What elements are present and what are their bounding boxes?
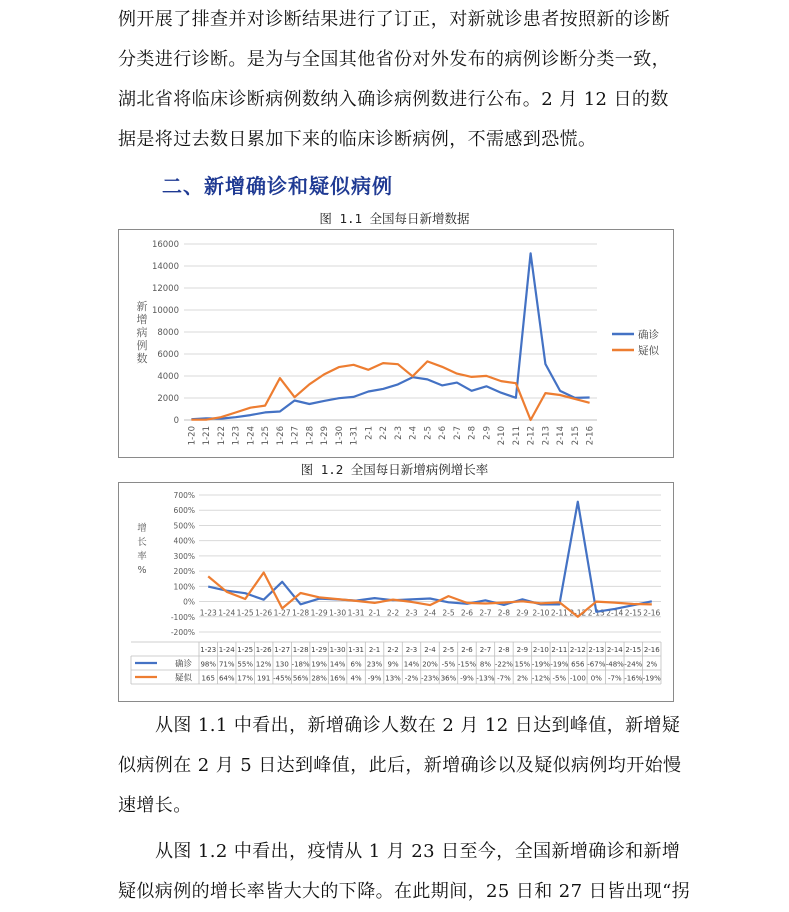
y-tick-label: 14000 xyxy=(152,262,179,272)
x-tick-label: 1-28 xyxy=(292,609,309,618)
x-tick-label: 2-9 xyxy=(482,426,492,440)
table-header-cell: 1-31 xyxy=(348,646,364,654)
x-tick-label: 2-15 xyxy=(625,609,642,618)
table-header-cell: 2-8 xyxy=(498,646,509,654)
chart-1-frame xyxy=(118,229,674,458)
table-header-cell: 2-2 xyxy=(387,646,398,654)
x-tick-label: 2-16 xyxy=(586,426,596,445)
table-value-cell: -23% xyxy=(421,675,439,683)
y-tick-label: 300% xyxy=(174,552,195,561)
analysis-paragraph-2 xyxy=(118,832,674,912)
table-value-cell: 2% xyxy=(517,675,528,683)
analysis-paragraph-1 xyxy=(118,706,674,826)
table-value-cell: 64% xyxy=(219,675,235,683)
figure-2-caption: 图 1.2 全国每日新增病例增长率 xyxy=(0,460,789,478)
chart-2-frame xyxy=(118,482,674,702)
x-tick-label: 2-12 xyxy=(527,426,537,445)
y-tick-label: 600% xyxy=(174,506,195,515)
table-header-cell: 2-1 xyxy=(369,646,380,654)
text-line: 疑似病例的增长率皆大大的下降。在此期间，25 日和 27 日皆出现“拐 xyxy=(118,872,674,912)
figure-1-caption: 图 1.1 全国每日新增数据 xyxy=(0,209,789,227)
x-tick-label: 2-5 xyxy=(442,609,454,618)
x-tick-label: 1-25 xyxy=(261,426,271,445)
x-tick-label: 1-26 xyxy=(255,609,272,618)
y-tick-label: 10000 xyxy=(152,306,179,316)
table-header-cell: 1-30 xyxy=(330,646,346,654)
x-tick-label: 1-21 xyxy=(202,426,212,445)
x-tick-label: 2-13 xyxy=(588,609,605,618)
y-axis-label-char: 病 xyxy=(137,326,148,339)
y-tick-label: 100% xyxy=(174,582,195,591)
table-value-cell: -7% xyxy=(497,675,511,683)
y-axis-label-char: % xyxy=(137,565,146,576)
series-line-suspected xyxy=(191,361,589,420)
table-value-cell: -19% xyxy=(550,661,568,669)
table-value-cell: -24% xyxy=(624,661,642,669)
table-header-cell: 1-29 xyxy=(311,646,327,654)
table-value-cell: 130 xyxy=(275,661,288,669)
x-tick-label: 1-30 xyxy=(335,426,345,445)
text-line: 速增长。 xyxy=(118,786,674,826)
y-axis-label-char: 增 xyxy=(137,522,147,534)
table-value-cell: 656 xyxy=(571,661,585,669)
x-tick-label: 2-2 xyxy=(387,609,399,618)
table-value-cell: 36% xyxy=(441,675,457,683)
x-tick-label: 2-15 xyxy=(571,426,581,445)
x-tick-label: 2-6 xyxy=(438,426,448,440)
table-value-cell: 6% xyxy=(351,661,362,669)
table-value-cell: -12% xyxy=(532,675,550,683)
table-value-cell: -22% xyxy=(495,661,513,669)
y-tick-label: 400% xyxy=(174,537,195,546)
x-tick-label: 2-4 xyxy=(424,609,436,618)
table-value-cell: -9% xyxy=(460,675,474,683)
table-header-cell: 2-3 xyxy=(406,646,417,654)
table-header-cell: 2-4 xyxy=(424,646,436,654)
x-tick-label: 1-31 xyxy=(350,426,360,445)
x-tick-label: 2-11 xyxy=(512,426,522,445)
table-value-cell: -16% xyxy=(624,675,642,683)
x-tick-label: 1-26 xyxy=(276,426,286,445)
table-header-cell: 1-23 xyxy=(200,646,216,654)
table-value-cell: 165 xyxy=(202,675,215,683)
x-tick-label: 2-12 xyxy=(569,609,586,618)
table-value-cell: -13% xyxy=(476,675,494,683)
table-header-cell: 2-16 xyxy=(644,646,660,654)
table-value-cell: -5% xyxy=(553,675,567,683)
table-header-cell: 1-27 xyxy=(274,646,290,654)
x-tick-label: 1-25 xyxy=(237,609,254,618)
x-tick-label: 1-23 xyxy=(232,426,242,445)
table-header-cell: 1-26 xyxy=(256,646,272,654)
table-value-cell: 71% xyxy=(219,661,235,669)
y-tick-label: 8000 xyxy=(157,328,179,338)
x-tick-label: 1-31 xyxy=(348,609,365,618)
y-axis-label-char: 例 xyxy=(137,338,148,352)
table-value-cell: 191 xyxy=(257,675,270,683)
table-value-cell: 4% xyxy=(351,675,362,683)
x-tick-label: 2-5 xyxy=(423,426,433,440)
x-tick-label: 2-2 xyxy=(379,426,389,440)
text-line: 湖北省将临床诊断病例数纳入确诊病例数进行公布。2 月 12 日的数 xyxy=(118,80,674,120)
table-value-cell: 55% xyxy=(237,661,253,669)
x-tick-label: 2-8 xyxy=(498,609,510,618)
chart-2 xyxy=(119,483,673,701)
table-header-cell: 2-13 xyxy=(588,646,604,654)
table-value-cell: 16% xyxy=(330,675,346,683)
table-value-cell: 28% xyxy=(311,675,327,683)
table-value-cell: -100 xyxy=(570,675,586,683)
x-tick-label: 2-3 xyxy=(394,426,404,440)
y-axis-label-char: 增 xyxy=(137,313,148,326)
x-tick-label: 2-14 xyxy=(556,426,566,445)
x-tick-label: 2-4 xyxy=(409,426,419,440)
intro-paragraph xyxy=(118,0,674,160)
table-value-cell: 0% xyxy=(591,675,602,683)
table-value-cell: 20% xyxy=(422,661,438,669)
table-value-cell: -5% xyxy=(442,661,456,669)
table-value-cell: 13% xyxy=(385,675,401,683)
y-tick-label: 6000 xyxy=(157,350,179,360)
x-tick-label: 2-10 xyxy=(497,426,507,445)
x-tick-label: 1-30 xyxy=(329,609,346,618)
text-line: 似病例在 2 月 5 日达到峰值，此后，新增确诊以及疑似病例均开始慢 xyxy=(118,746,674,786)
y-tick-label: 12000 xyxy=(152,284,179,294)
y-tick-label: 700% xyxy=(174,491,195,500)
text-line: 从图 1.1 中看出，新增确诊人数在 2 月 12 日达到峰值，新增疑 xyxy=(118,706,674,746)
text-line: 从图 1.2 中看出，疫情从 1 月 23 日至今，全国新增确诊和新增 xyxy=(118,832,674,872)
x-tick-label: 2-7 xyxy=(453,426,463,440)
x-tick-label: 2-9 xyxy=(516,609,528,618)
table-header-cell: 2-12 xyxy=(570,646,586,654)
x-tick-label: 2-8 xyxy=(468,426,478,440)
x-tick-label: 1-22 xyxy=(217,426,227,445)
y-tick-label: -100% xyxy=(171,613,195,622)
x-tick-label: 2-7 xyxy=(479,609,491,618)
y-tick-label: 0 xyxy=(174,416,179,426)
y-tick-label: -200% xyxy=(171,628,195,637)
x-tick-label: 2-14 xyxy=(606,609,623,618)
table-value-cell: 17% xyxy=(237,675,253,683)
x-tick-label: 1-24 xyxy=(218,609,235,618)
table-header-cell: 2-7 xyxy=(480,646,491,654)
table-header-cell: 2-9 xyxy=(517,646,528,654)
table-value-cell: 19% xyxy=(311,661,327,669)
x-tick-label: 2-10 xyxy=(532,609,549,618)
y-axis-label-char: 率 xyxy=(137,550,147,562)
x-tick-label: 2-11 xyxy=(551,609,568,618)
x-tick-label: 1-29 xyxy=(320,426,330,445)
table-header-cell: 2-5 xyxy=(443,646,454,654)
table-value-cell: -18% xyxy=(292,661,310,669)
y-axis-label-char: 新 xyxy=(137,300,148,313)
x-tick-label: 1-24 xyxy=(246,426,256,445)
x-tick-label: 2-1 xyxy=(368,609,380,618)
table-value-cell: -67% xyxy=(587,661,605,669)
table-value-cell: 9% xyxy=(387,661,398,669)
table-header-cell: 2-14 xyxy=(607,646,623,654)
table-value-cell: -19% xyxy=(532,661,550,669)
x-tick-label: 2-6 xyxy=(461,609,473,618)
legend-label: 确诊 xyxy=(175,659,193,670)
y-tick-label: 0% xyxy=(183,598,195,607)
x-tick-label: 1-28 xyxy=(305,426,315,445)
y-axis-label-char: 数 xyxy=(137,351,148,365)
x-tick-label: 2-16 xyxy=(643,609,660,618)
table-value-cell: 2% xyxy=(646,661,657,669)
text-line: 例开展了排查并对诊断结果进行了订正，对新就诊患者按照新的诊断 xyxy=(118,0,674,40)
x-tick-label: 1-27 xyxy=(274,609,291,618)
table-value-cell: -45% xyxy=(273,675,291,683)
table-header-cell: 2-11 xyxy=(551,646,567,654)
table-value-cell: 14% xyxy=(330,661,346,669)
y-tick-label: 2000 xyxy=(157,394,179,404)
table-header-cell: 1-28 xyxy=(293,646,309,654)
x-tick-label: 1-27 xyxy=(291,426,301,445)
y-tick-label: 500% xyxy=(174,521,195,530)
table-value-cell: -7% xyxy=(608,675,622,683)
x-tick-label: 1-29 xyxy=(311,609,328,618)
table-value-cell: 14% xyxy=(404,661,420,669)
table-value-cell: -15% xyxy=(458,661,476,669)
table-header-cell: 2-15 xyxy=(625,646,641,654)
table-header-cell: 2-10 xyxy=(533,646,549,654)
y-tick-label: 16000 xyxy=(152,240,179,250)
text-line: 分类进行诊断。是为与全国其他省份对外发布的病例诊断分类一致， xyxy=(118,40,674,80)
chart-1 xyxy=(119,230,673,457)
section-heading: 二、新增确诊和疑似病例 xyxy=(162,170,393,199)
x-tick-label: 1-23 xyxy=(200,609,217,618)
table-header-cell: 2-6 xyxy=(461,646,473,654)
x-tick-label: 2-3 xyxy=(405,609,417,618)
table-value-cell: 8% xyxy=(480,661,491,669)
legend-label: 确诊 xyxy=(638,328,659,341)
text-line: 据是将过去数日累加下来的临床诊断病例，不需感到恐慌。 xyxy=(118,120,674,160)
table-value-cell: 98% xyxy=(200,661,216,669)
table-value-cell: 23% xyxy=(367,661,383,669)
series-line-confirmed xyxy=(191,253,589,419)
y-axis-label-char: 长 xyxy=(137,537,147,548)
legend-label: 疑似 xyxy=(175,673,193,684)
table-value-cell: -2% xyxy=(405,675,419,683)
table-value-cell: 15% xyxy=(515,661,531,669)
table-value-cell: -9% xyxy=(368,675,382,683)
y-tick-label: 4000 xyxy=(157,372,179,382)
table-header-cell: 1-24 xyxy=(219,646,235,654)
table-value-cell: 12% xyxy=(256,661,272,669)
table-value-cell: -48% xyxy=(606,661,624,669)
x-tick-label: 2-13 xyxy=(541,426,551,445)
legend-label: 疑似 xyxy=(638,344,659,357)
y-tick-label: 200% xyxy=(174,567,195,576)
x-tick-label: 1-20 xyxy=(187,426,197,445)
table-value-cell: 56% xyxy=(293,675,309,683)
x-tick-label: 2-1 xyxy=(364,426,374,440)
table-header-cell: 1-25 xyxy=(237,646,253,654)
table-value-cell: -19% xyxy=(643,675,661,683)
